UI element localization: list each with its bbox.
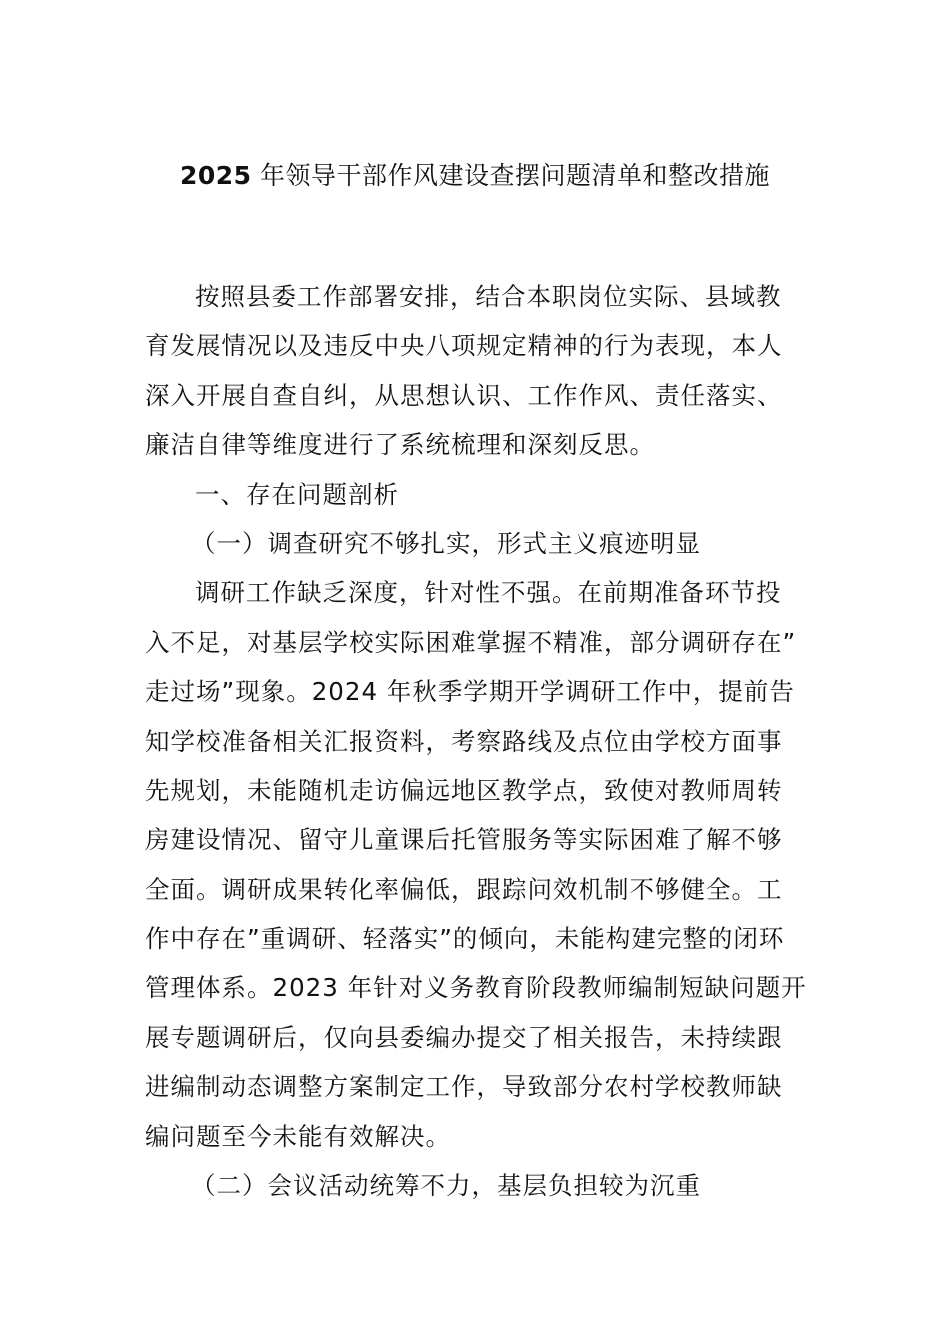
subsection-heading-1: （一）调查研究不够扎实，形式主义痕迹明显 (191, 528, 701, 558)
text-line: 深入开展自查自纠，从思想认识、工作作风、责任落实、 (145, 380, 783, 410)
title-text: 年领导干部作风建设查摆问题清单和整改措施 (251, 161, 771, 190)
text-line: 管理体系。2023 年针对义务教育阶段教师编制短缺问题开 (145, 973, 807, 1003)
intro-paragraph (145, 272, 815, 470)
title-year: 2025 (179, 161, 252, 190)
text-line: 知学校准备相关汇报资料，考察路线及点位由学校方面事 (145, 726, 783, 756)
text-line: 按照县委工作部署安排，结合本职岗位实际、县域教 (195, 282, 782, 311)
subsection-1-paragraph (145, 568, 815, 1161)
text-line: 入不足，对基层学校实际困难掌握不精准，部分调研存在” (145, 627, 797, 657)
text-line: 编问题至今未能有效解决。 (145, 1121, 451, 1151)
document-body (145, 272, 815, 1210)
text-line: 作中存在”重调研、轻落实”的倾向，未能构建完整的闭环 (145, 924, 785, 954)
text-line: 廉洁自律等维度进行了系统梳理和深刻反思。 (145, 430, 655, 460)
text-line: 房建设情况、留守儿童课后托管服务等实际困难了解不够 (145, 825, 783, 855)
text-line: 全面。调研成果转化率偏低，跟踪问效机制不够健全。工 (145, 874, 783, 904)
text-line: 育发展情况以及违反中央八项规定精神的行为表现，本人 (145, 331, 783, 361)
text-line: 进编制动态调整方案制定工作，导致部分农村学校教师缺 (145, 1072, 783, 1102)
text-line: 先规划，未能随机走访偏远地区教学点，致使对教师周转 (145, 775, 783, 805)
text-line: 展专题调研后，仅向县委编办提交了相关报告，未持续跟 (145, 1022, 783, 1052)
text-line: 走过场”现象。2024 年秋季学期开学调研工作中，提前告 (145, 677, 795, 707)
text-line: 调研工作缺乏深度，针对性不强。在前期准备环节投 (195, 578, 782, 608)
section-heading-1: 一、存在问题剖析 (195, 479, 399, 509)
document-title (0, 156, 950, 196)
subsection-heading-2: （二）会议活动统筹不力，基层负担较为沉重 (191, 1171, 701, 1201)
